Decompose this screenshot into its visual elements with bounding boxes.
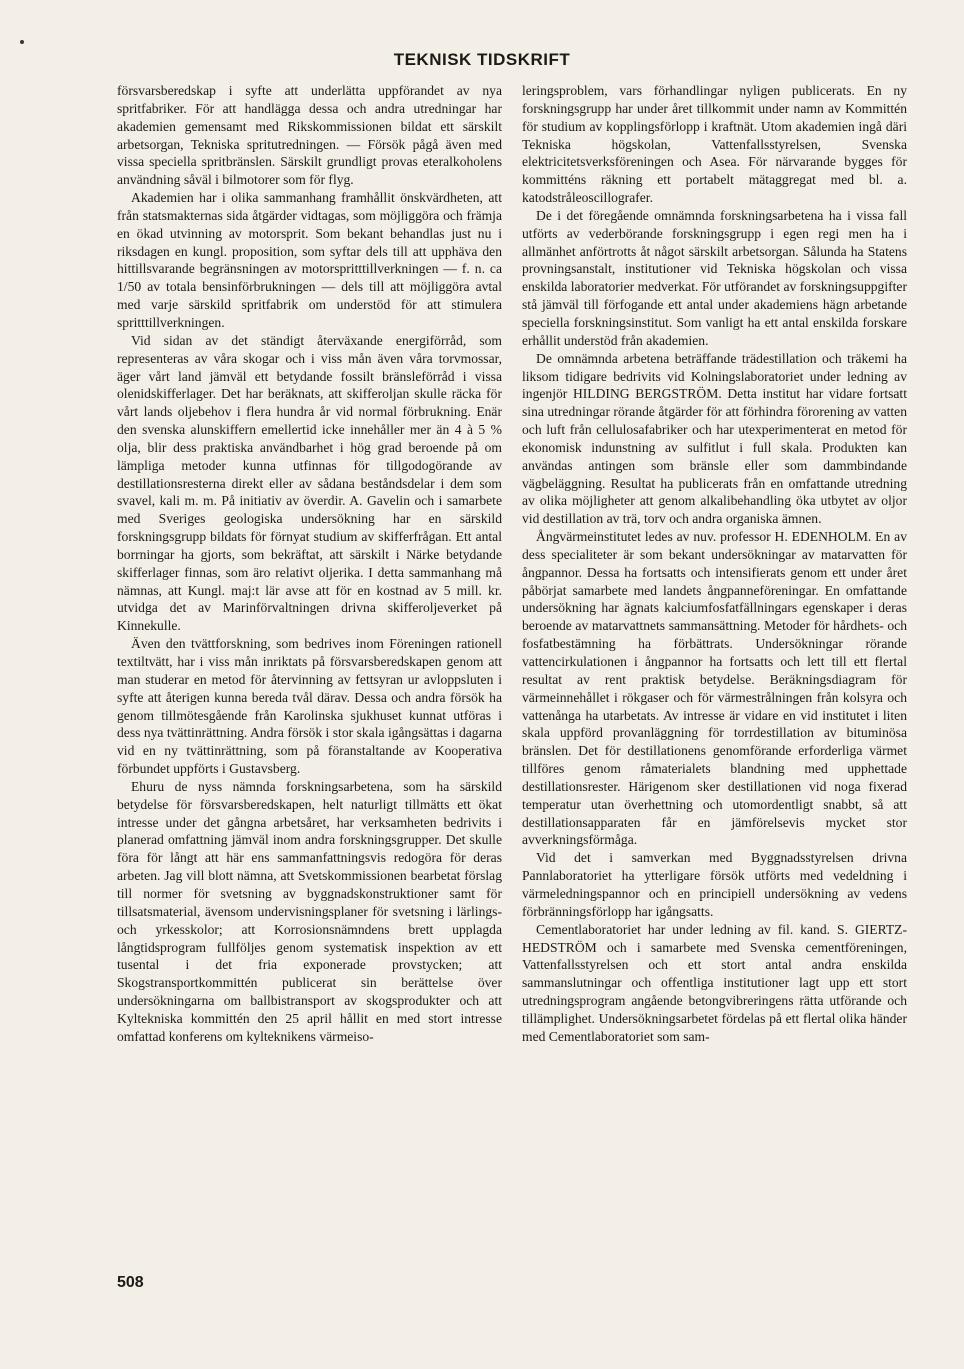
paragraph: Akademien har i olika sammanhang framhållit önskvärdheten, att från statsmakternas sida åtgärder vidtagas, som möjliggöra och främja en ökad utvinning av motorsprit. Som bekant behandlas just nu i riksdagen en kungl. proposition, som syftar dels till att upphäva den hittillsvarande begränsningen av motorspritttillverkningen — f. n. ca 1/50 av totala bensinförbrukningen — dels till att möjliggöra avtal med varje särskild spritfabrik om understöd för att stimulera spritttillverkningen. bbox=[117, 190, 502, 330]
paragraph: Ångvärmeinstitutet ledes av nuv. professor H. EDENHOLM. En av dess specialiteter är som bekant undersökningar av matarvatten för ångpannor. Dessa ha fortsatts och intensifierats genom ett under året påbörjat samarbete med landets ångpanneföreningar. En omfattande undersökning har ägnats kalciumfosfatfällningars egenskaper i deras beroende av matarvattnets sammansättning. Metoder för hårdhets- och fosfatbestämning ha förbättrats. Undersökningar rörande vattencirkulationen i ångpannor ha fortsatts och lett till ett flertal resultat av rent praktisk betydelse. Beräkningsdiagram för värmeinnehållet i rökgaser och för värmestrålningen från kolsyra och vattenånga ha utarbetats. Av intresse är vidare en vid institutet i liten skala uppförd provanläggning för torrdestillation av bituminösa bränslen. Det för destillationens genomförande erforderliga värmet tillföres genom råmaterialets blandning med upphettade destillationsrester. Härigenom sker destillationen vid noga fixerad temperatur utan överhettning och utomordentligt snabbt, så att destillationsapparaten får en jämförelsevis mycket stor avverkningsförmåga. bbox=[522, 529, 907, 848]
paragraph: leringsproblem, vars förhandlingar nyligen publicerats. En ny forskningsgrupp har under året tillkommit under namn av Kommittén för studium av kopplingsförlopp i kraftnät. Utom akademien ingå däri Tekniska högskolan, Vattenfallsstyrelsen, Svenska elektricitetsverksföreningen och Asea. För närvarande bygges för kommitténs räkning ett portabelt mätaggregat med bl. a. katodstråleoscillografer. bbox=[522, 83, 907, 206]
page-number: 508 bbox=[117, 1274, 144, 1291]
margin-mark bbox=[20, 40, 24, 44]
paragraph: Ehuru de nyss nämnda forskningsarbetena, som ha särskild betydelse för försvarsberedskapen, helt naturligt tillmätts ett ökat intresse under det gångna arbetsåret, har verksamheten bedrivits i planerad omfattning jämväl inom andra forskningsgrupper. Det skulle föra för långt att här ens sammanfattningsvis redogöra för deras arbeten. Jag vill blott nämna, att Svetskommissionen bearbetat förslag till normer för svetsning av byggnadskonstruktioner samt för tillsatsmaterial, ävensom undervisningsplaner för svetsning i lärlings- och yrkesskolor; att Korrosionsnämndens brett upplagda långtidsprogram fullföljes genom systematisk inspektion av ett tusental i det fria exponerade provstycken; att Skogstransportkommittén publicerat sin berättelse över undersökningarna om ballbistransport av skogsprodukter och att Kyltekniska kommittén den 25 april hållit en med stort intresse omfattad konferens om kylteknikens värmeiso- bbox=[117, 778, 502, 1044]
paragraph: Vid sidan av det ständigt återväxande energiförråd, som representeras av våra skogar och i viss mån även våra torvmossar, äger vårt land jämväl ett betydande fossilt bränsleförråd i vissa olenidskifferlager. Det har beräknats, att skifferoljan skulle räcka för vårt lands oljebehov i flera hundra år vid normal förbrukning. Enär den svenska alunskiffern emellertid icke innehåller mer än 4 à 5 % olja, blir dess praktiska användbarhet i hög grad beroende på om lämpliga metoder kunna utfinnas för tillgodogörande av destillationsresterna direkt eller av sådana beståndsdelar i dem som svavel, kali m. m. På initiativ av överdir. A. Gavelin och i samarbete med Sveriges geologiska undersökning har en särskild forskningsgrupp bildats för förnyat studium av skifferfrågan. Ett antal borrningar ha gjorts, som bekräftat, att särskilt i Närke betydande skifferlager finnas, som äro relativt oljerika. I detta sammanhang må nämnas, att Kungl. maj:t lär avse att för en kostnad av 5 mill. kr. utvidga det av Marinförvaltningen drivna skifferoljeverket på Kinnekulle. bbox=[117, 332, 502, 634]
paragraph: Även den tvättforskning, som bedrives inom Föreningen rationell textiltvätt, har i viss mån inriktats på försvarsberedskapen genom att man studerar en metod för återvinning av fettsyran ur avloppsluten i syfte att återigen kunna bereda tvål därav. Dessa och andra försök ha genom tillmötesgående från Karolinska sjukhuset kunnat utföras i dess nya tvättinrättning. Andra försök i stor skala igångsättas i dagarna vid en ny tvättinrättning, som på föranstaltande av Kooperativa förbundet uppförts i Gustavsberg. bbox=[117, 636, 502, 777]
left-column bbox=[117, 82, 502, 1046]
paragraph: De omnämnda arbetena beträffande trädestillation och träkemi ha liksom tidigare bedrivits vid Kolningslaboratoriet under ledning av ingenjör HILDING BERGSTRÖM. Detta institut har vidare fortsatt sina utredningar rörande åtgärder för att förhindra förorening av vatten och luft från cellulosafabriker och har utexperimenterat en metod för ekonomisk indunstning av sulfitlut i full skala. Produkten kan användas antingen som bränsle eller som dammbindande vägbeläggning. Resultat ha publicerats från en omfattande utredning av olika möjligheter att genom alkalibehandling öka utbytet av oljor vid destillation av trä, torv och andra organiska ämnen. bbox=[522, 350, 907, 527]
paragraph: Cementlaboratoriet har under ledning av fil. kand. S. GIERTZ-HEDSTRÖM och i samarbete med Svenska cementföreningen, Vattenfallsstyrelsen och ett stort antal andra enskilda sammanslutningar och offentliga institutioner lagt upp ett stort utredningsprogram angående betongvibreringens rätta utförande och tillämplighet. Undersökningsarbetet fördelas på ett flertal olika händer med Cementlaboratoriet som sam- bbox=[522, 921, 907, 1044]
journal-header: TEKNISK TIDSKRIFT bbox=[393, 50, 571, 69]
paragraph: De i det föregående omnämnda forskningsarbetena ha i vissa fall utförts av vederbörande forskningsgrupp i egen regi men ha i allmänhet anförtrotts åt något särskilt arbetsorgan. Sålunda ha Statens provningsanstalt, institutioner vid Tekniska högskolan och vissa enskilda laboratorier medverkat. För utförandet av forskningsuppgifter stå jämväl till förfogande ett antal under akademiens hägn arbetande speciella forskningsinstitut. Som vanligt ha ett antal enskilda forskare erhållit understöd från akademien. bbox=[522, 207, 907, 348]
paragraph: försvarsberedskap i syfte att underlätta uppförandet av nya spritfabriker. För att handlägga dessa och andra utredningar har akademien gemensamt med Rikskommissionen bildat ett särskilt arbetsorgan, Tekniska spritutredningen. — Försök pågå även med vissa speciella spritbränslen. Särskilt grundligt provas eteralkoholens användning såväl i bilmotorer som för flyg. bbox=[117, 83, 502, 188]
paragraph: Vid det i samverkan med Byggnadsstyrelsen drivna Pannlaboratoriet ha ytterligare försök utförts med vedeldning i värmeledningspannor och en principiell undersökning av vedens förbränningsförlopp har igångsatts. bbox=[522, 850, 907, 919]
right-column bbox=[522, 82, 907, 1046]
